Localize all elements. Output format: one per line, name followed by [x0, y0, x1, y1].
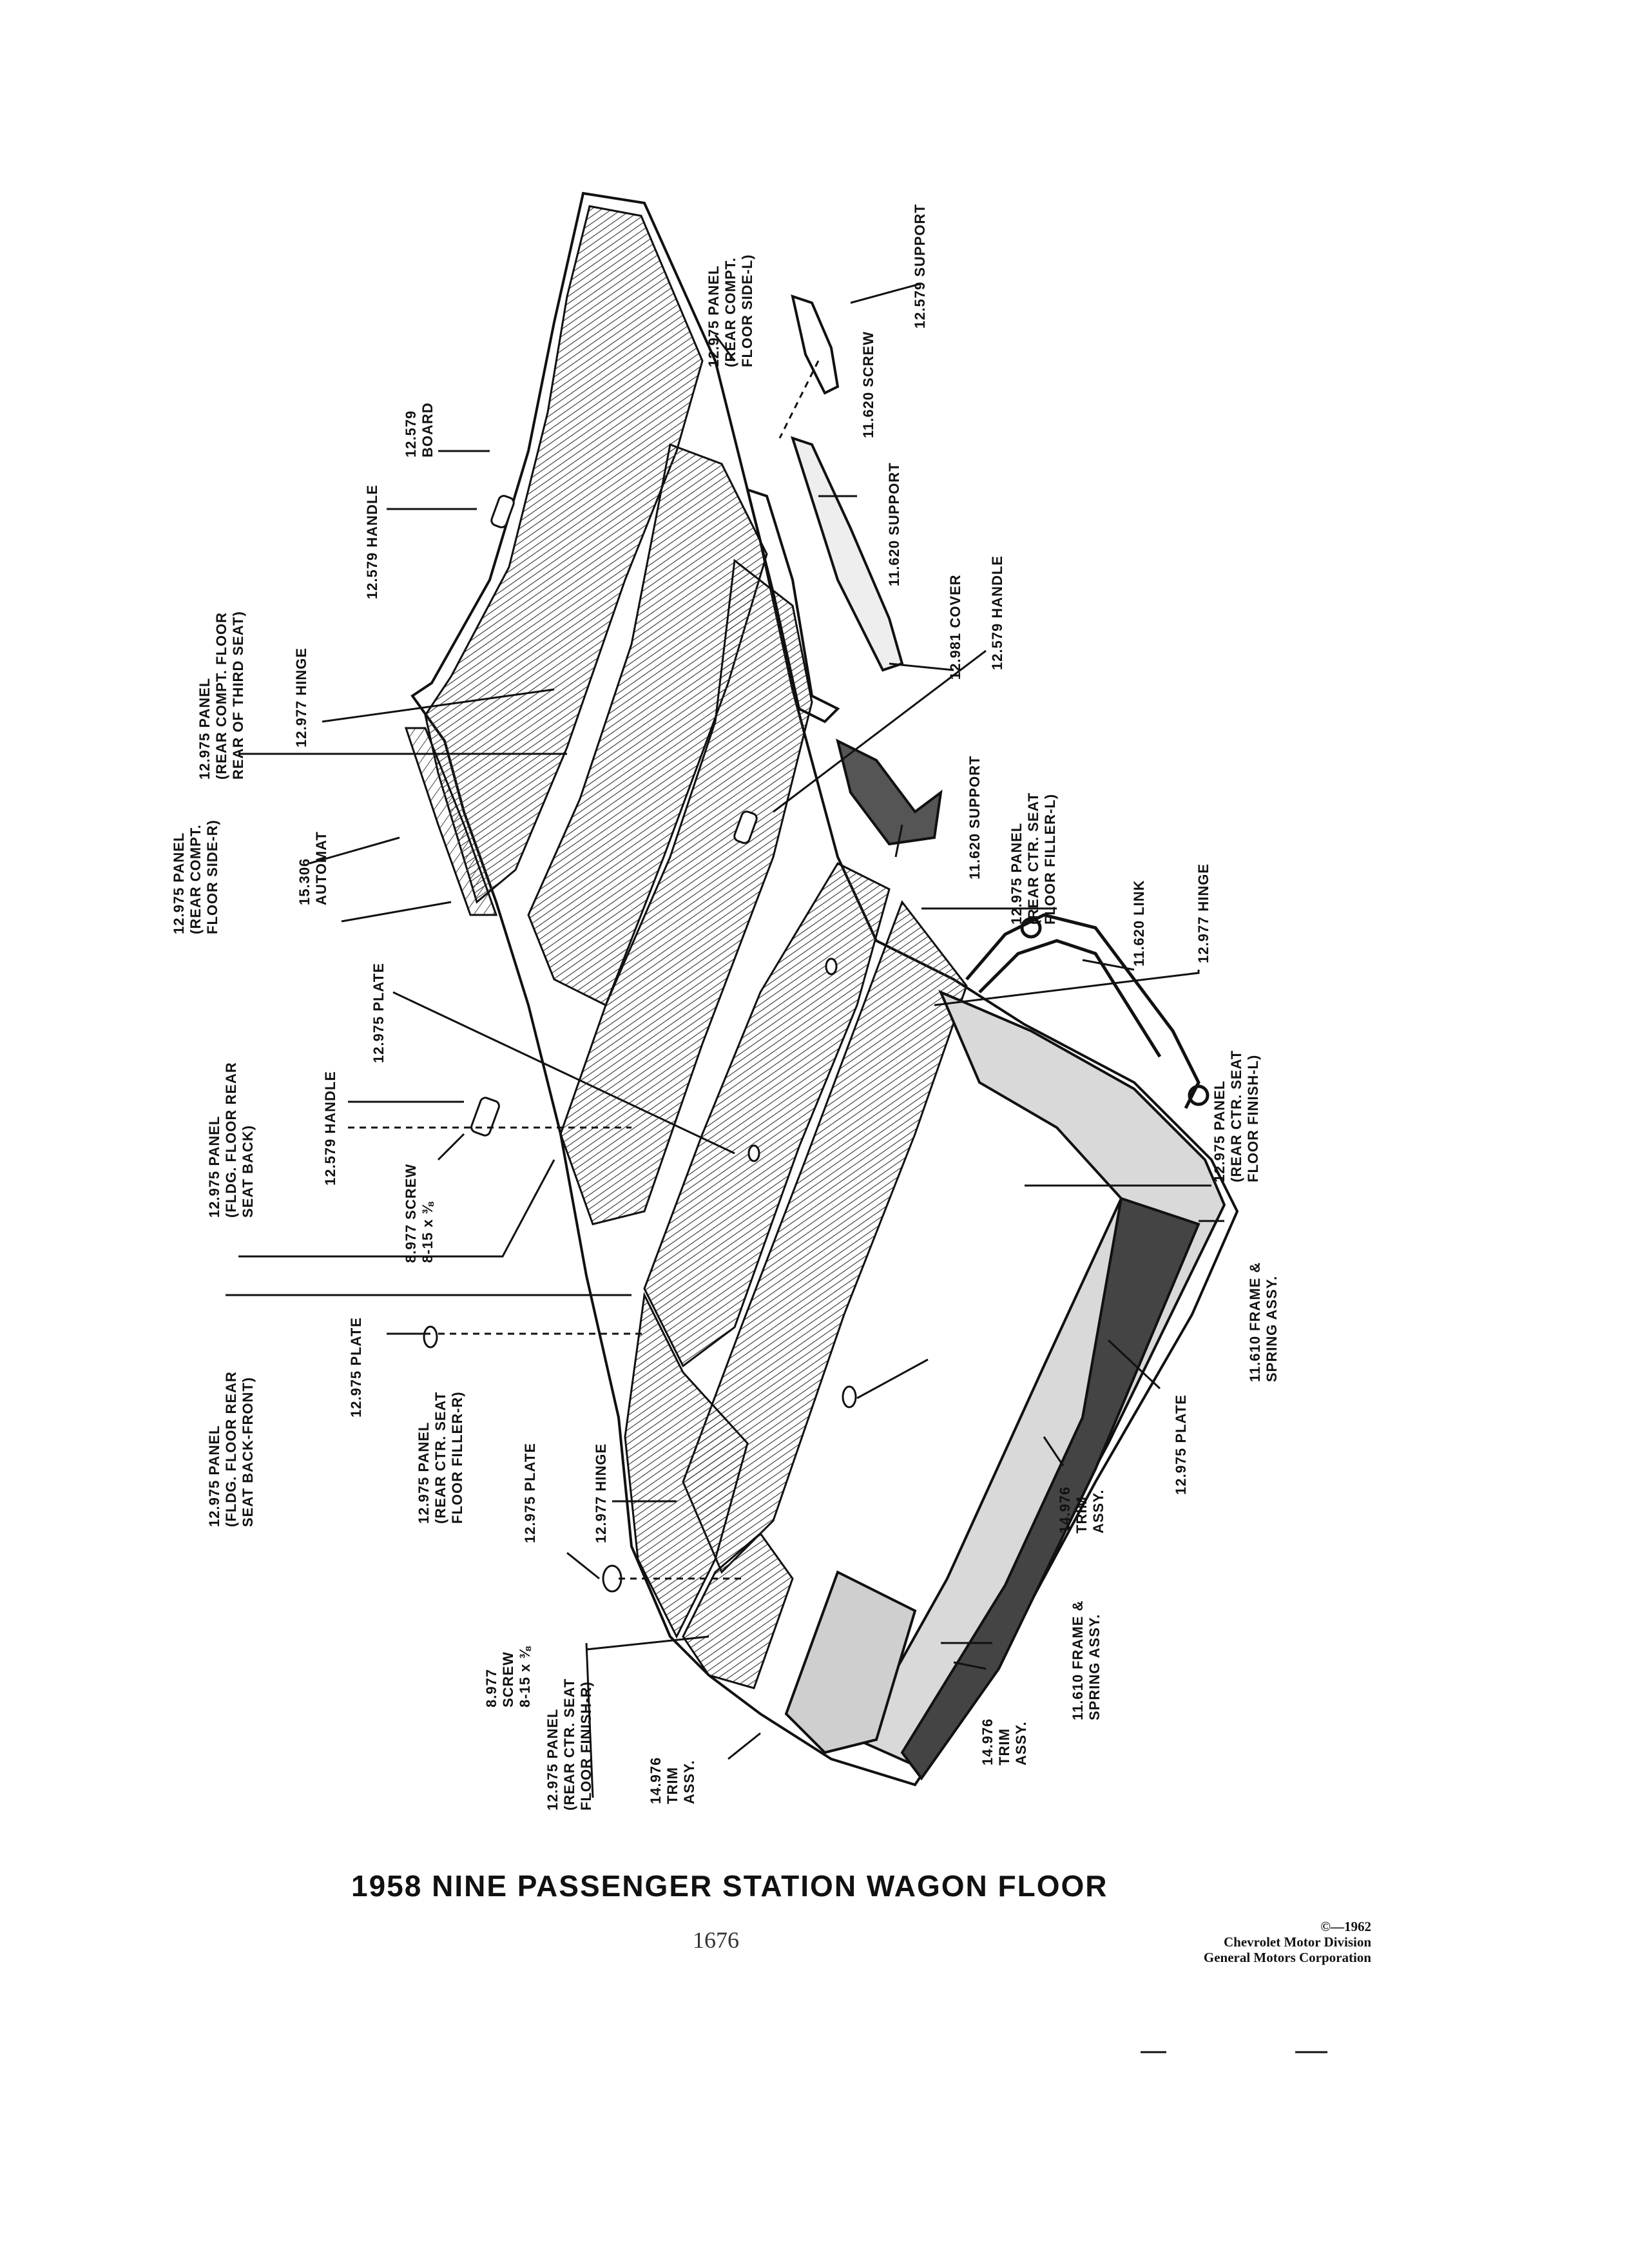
callout-line: (REAR CTR. SEAT: [561, 1678, 577, 1811]
callout-cover-12981: [947, 574, 964, 680]
callout-line: (REAR CTR. SEAT: [1228, 1050, 1244, 1182]
callout-line: 12.975 PLATE: [371, 963, 387, 1063]
plate-icon-upper: [826, 959, 836, 974]
callout-line: AUTOMAT: [313, 831, 329, 905]
callout-line: (FLDG. FLOOR REAR: [223, 1371, 239, 1527]
callout-hinge-12977-lower: [593, 1443, 610, 1543]
callout-line: 11.620 SCREW: [860, 331, 876, 438]
callout-line: SEAT BACK): [240, 1124, 256, 1218]
callout-line: (FLDG. FLOOR REAR: [223, 1062, 239, 1218]
callout-line: ASSY.: [1013, 1721, 1029, 1765]
plate-icon-right: [843, 1387, 856, 1407]
callout-line: REAR OF THIRD SEAT): [230, 611, 246, 780]
floor-panels: [406, 206, 967, 1688]
page-number: 1676: [693, 1927, 739, 1953]
division-line: Chevrolet Motor Division: [1223, 1934, 1371, 1950]
callout-line: (REAR CTR. SEAT: [1025, 792, 1041, 925]
callout-line: 15.306: [296, 858, 313, 905]
callout-line: 12.579 SUPPORT: [912, 204, 928, 329]
support-12579-part: [793, 296, 838, 393]
callout-panel-floor-side-r: [171, 820, 221, 934]
callout-handle-12579-left: [322, 1071, 339, 1186]
callout-line: 12.579 HANDLE: [322, 1070, 338, 1186]
callout-line: TRIM: [1074, 1496, 1090, 1533]
callout-line: 12.975 PANEL: [706, 265, 722, 367]
callout-line: 12.975 PLATE: [348, 1317, 364, 1418]
callout-trim-14976-upper: [1057, 1486, 1107, 1533]
callout-screw-8977-lower: [483, 1646, 534, 1707]
callout-handle-12579-mid: [989, 555, 1006, 670]
callout-line: 8.977: [483, 1668, 499, 1707]
callout-plate-12975-right: [1173, 1394, 1190, 1495]
callout-hinge-12977-right: [1195, 863, 1212, 963]
callout-line: 12.975 PANEL: [171, 832, 187, 934]
support-lower-part: [838, 741, 941, 844]
callout-line: 11.620 SUPPORT: [967, 755, 983, 879]
callout-line: ASSY.: [1090, 1489, 1106, 1533]
callout-panel-filler-r: [416, 1391, 466, 1524]
callout-frame-11610-upper: [1247, 1262, 1280, 1382]
callout-line: 8.977 SCREW: [403, 1163, 419, 1263]
callout-line: 12.981 COVER: [947, 574, 963, 680]
callout-line: 12.977 HINGE: [593, 1443, 609, 1543]
callout-support-12579: [912, 204, 929, 329]
callout-line: 12.977 HINGE: [1195, 863, 1211, 963]
callout-line: TRIM: [664, 1767, 680, 1804]
callout-screw-11620: [860, 331, 877, 438]
handle-icon-left: [470, 1097, 500, 1137]
callout-line: 12.975 PANEL: [206, 1425, 222, 1527]
callout-line: 8-15 x ⅜: [517, 1646, 533, 1707]
callout-line: 12.977 HINGE: [293, 647, 309, 747]
handle-icon-upper: [490, 494, 516, 528]
callout-panel-seat-back-front: [206, 1371, 256, 1527]
callout-line: 14.976: [648, 1756, 664, 1804]
callout-link-11620: [1131, 879, 1148, 966]
callout-line: 12.579: [403, 410, 419, 457]
callout-line: (REAR COMPT.: [722, 257, 738, 367]
callout-line: TRIM: [996, 1728, 1012, 1765]
callout-plate-12975-upper: [371, 963, 387, 1063]
callout-line: 12.975 PLATE: [1173, 1394, 1189, 1495]
callout-line: (REAR COMPT.: [188, 824, 204, 934]
callout-panel-filler-l: [1008, 793, 1059, 925]
callout-line: FLOOR FILLER-R): [449, 1391, 465, 1524]
callout-line: 11.620 SUPPORT: [886, 462, 902, 586]
callout-hinge-12977-upper: [293, 648, 310, 747]
callout-trim-14976-lower: [979, 1718, 1030, 1765]
plate-icon-left: [424, 1327, 437, 1347]
diagram-title: 1958 NINE PASSENGER STATION WAGON FLOOR: [351, 1869, 1108, 1903]
callout-panel-floor-rear-third: [197, 611, 247, 780]
callout-line: SPRING ASSY.: [1086, 1613, 1103, 1720]
callout-plate-12975-left: [348, 1317, 365, 1418]
callout-line: ASSY.: [681, 1760, 697, 1804]
callout-line: FLOOR FINISH-R): [578, 1681, 594, 1811]
callout-line: 11.620 LINK: [1131, 879, 1147, 966]
callout-screw-8977-upper: [403, 1164, 436, 1263]
callout-line: 12.975 PANEL: [206, 1115, 222, 1218]
callout-board-12579: [403, 402, 436, 457]
callout-line: 12.975 PANEL: [1008, 822, 1025, 925]
callout-line: BOARD: [419, 402, 436, 457]
callout-line: FLOOR FILLER-L): [1042, 793, 1058, 925]
callout-line: FLOOR FINISH-L): [1245, 1054, 1261, 1182]
copyright-credit: [1204, 1919, 1371, 1965]
plate-icon-center: [749, 1146, 759, 1161]
callout-panel-finish-r: [545, 1678, 595, 1811]
callout-panel-seat-back: [206, 1062, 256, 1218]
callout-line: 12.975 PLATE: [522, 1443, 538, 1543]
callout-line: 11.610 FRAME &: [1247, 1262, 1263, 1382]
callout-line: SPRING ASSY.: [1264, 1275, 1280, 1382]
callout-line: FLOOR SIDE-R): [204, 820, 220, 934]
callout-line: FLOOR SIDE-L): [739, 254, 755, 367]
callout-line: 12.975 PANEL: [416, 1421, 432, 1524]
plate-icon-lowerleft: [603, 1566, 621, 1591]
callout-trim-14976-bottom: [648, 1757, 698, 1804]
callout-line: 8-15 x ⅜: [419, 1202, 436, 1263]
corporation-line: General Motors Corporation: [1203, 1950, 1371, 1965]
callout-line: SCREW: [500, 1651, 516, 1707]
callout-line: (REAR COMPT. FLOOR: [213, 612, 229, 780]
copyright-line: ©—1962: [1320, 1919, 1371, 1934]
callout-line: 12.975 PANEL: [545, 1708, 561, 1811]
callout-frame-11610-lower: [1070, 1600, 1103, 1720]
callout-line: SEAT BACK-FRONT): [240, 1376, 256, 1527]
callout-line: 14.976: [979, 1718, 996, 1765]
callout-support-11620-lower: [967, 755, 983, 879]
callout-line: 11.610 FRAME &: [1070, 1600, 1086, 1720]
callout-line: (REAR CTR. SEAT: [432, 1391, 448, 1524]
callout-handle-12579-upper: [364, 485, 381, 599]
callout-line: 14.976: [1057, 1486, 1073, 1533]
callout-line: 12.579 HANDLE: [989, 555, 1005, 670]
callout-support-11620-upper: [886, 462, 903, 586]
callout-line: 12.579 HANDLE: [364, 484, 380, 599]
callout-line: 12.975 PANEL: [1211, 1080, 1228, 1182]
callout-automat-15306: [296, 831, 330, 905]
callout-panel-finish-l: [1211, 1050, 1262, 1182]
callout-plate-12975-lowerleft: [522, 1443, 539, 1543]
callout-line: 12.975 PANEL: [197, 677, 213, 780]
callout-panel-floor-side-l: [706, 254, 756, 367]
